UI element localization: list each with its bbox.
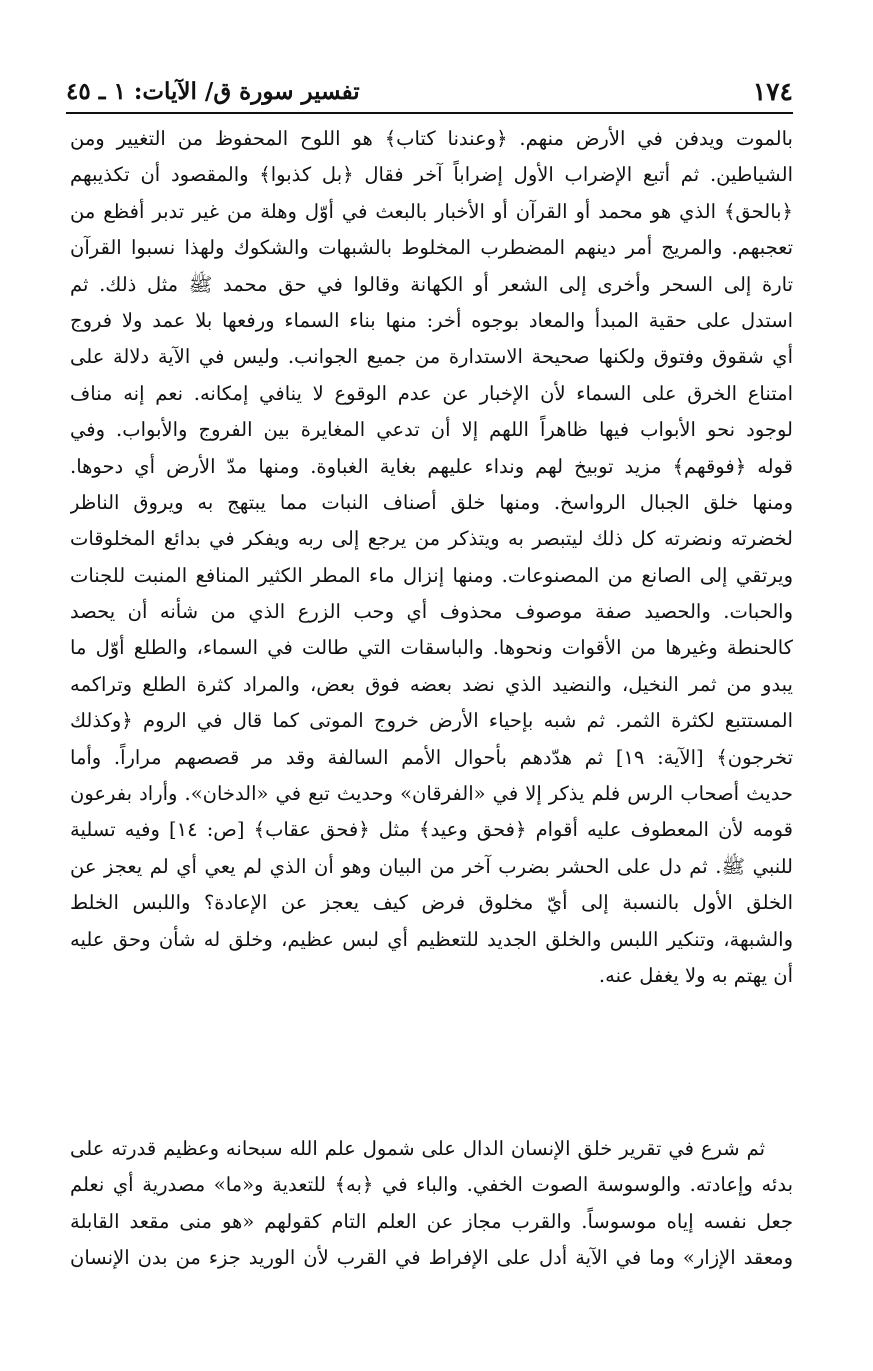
text-line: تعجبهم. والمريج أمر دينهم المضطرب المخلوط بالشبهات والشكوك ولهذا نسبوا القرآن <box>70 236 793 260</box>
text-line: لوجود نحو الأبواب فيها ظاهراً اللهم إلا أن تدعي المغايرة بين الفروج والأبواب. وفي <box>70 418 793 442</box>
text-line: الخلق الأول بالنسبة إلى أيّ مخلوق فرض كيف يعجز عن الإعادة؟ واللبس الخلط <box>70 891 793 915</box>
text-line: قوله ﴿فوقهم﴾ مزيد توبيخ لهم ونداء عليهم بغاية الغباوة. ومنها مدّ الأرض أي دحوها. <box>70 454 793 478</box>
text-line: والشبهة، وتنكير اللبس والخلق الجديد للتعظيم أي لبس عظيم، وخلق له شأن وحق عليه <box>70 927 793 951</box>
running-title: تفسير سورة ق/ الآيات: ١ ـ ٤٥ <box>66 78 360 105</box>
page-number: ١٧٤ <box>752 77 793 106</box>
text-line: ومعقد الإزار» وما في الآية أدل على الإفراط في القرب لأن الوريد جزء من بدن الإنسان <box>70 1246 793 1270</box>
text-line: بالموت ويدفن في الأرض منهم. ﴿وعندنا كتاب﴾ هو اللوح المحفوظ من التغيير ومن <box>70 127 793 150</box>
paragraph-commentary-1 <box>70 121 793 994</box>
text-line: جعل نفسه إياه موسوساً. والقرب مجاز عن العلم التام كقولهم «هو منى مقعد القابلة <box>70 1209 793 1233</box>
text-line: كالحنطة وغيرها من الأقوات ونحوها. والباسقات التي طالت في السماء، والطلع أوّل ما <box>70 636 793 660</box>
text-line: والحبات. والحصيد صفة موصوف محذوف أي وحب الزرع الذي من شأنه أن يحصد <box>70 600 793 624</box>
text-line: قومه لأن المعطوف عليه أقوام ﴿فحق وعيد﴾ مثل ﴿فحق عقاب﴾ [ص: ١٤] وفيه تسلية <box>70 818 793 842</box>
text-line: الشياطين. ثم أتبع الإضراب الأول إضراباً آخر فقال ﴿بل كذبوا﴾ والمقصود أن تكذيبهم <box>70 163 793 187</box>
text-line: بدئه وإعادته. والوسوسة الصوت الخفي. والباء في ﴿به﴾ للتعدية و«ما» مصدرية أي نعلم <box>70 1173 793 1197</box>
text-line: ويرتقي إلى الصانع من المصنوعات. ومنها إنزال ماء المطر الكثير المنافع المنبت للجنات <box>70 563 793 587</box>
paragraph-commentary-2 <box>70 1131 793 1277</box>
text-line: لخضرته ونضرته كل ذلك ليتبصر به ويتذكر من يرجع إلى ربه ويفكر في بدائع المخلوقات <box>70 527 793 551</box>
text-line: للنبي ﷺ. ثم دل على الحشر بضرب آخر من البيان وهو أن الذي لم يعي أي لم يعجز عن <box>70 854 793 878</box>
text-line: يبدو من ثمر النخيل، والنضيد الذي نضد بعضه فوق بعض، والمراد كثرة الطلع وتراكمه <box>70 672 793 696</box>
text-line: ثم شرع في تقرير خلق الإنسان الدال على شمول علم الله سبحانه وعظيم قدرته على <box>70 1137 765 1160</box>
text-line: تارة إلى السحر وأخرى إلى الشعر أو الكهانة وقالوا في حق محمد ﷺ مثل ذلك. ثم <box>70 272 793 296</box>
text-line: أن يهتم به ولا يغفل عنه. <box>598 963 793 987</box>
text-line: ﴿بالحق﴾ الذي هو محمد أو القرآن أو الأخبار بالبعث في أوّل وهلة من غير تدبر أفظع من <box>70 199 793 223</box>
text-line: أي شقوق وفتوق ولكنها صحيحة الاستدارة من جميع الجوانب. وليس في الآية دلالة على <box>70 345 793 369</box>
text-line: حديث أصحاب الرس فلم يذكر إلا في «الفرقان» وحديث تبع في «الدخان». وأراد بفرعون <box>70 782 793 806</box>
text-line: استدل على حقية المبدأ والمعاد بوجوه أخر: منها بناء السماء ورفعها بلا عمد ولا فروج <box>70 308 793 332</box>
text-line: تخرجون﴾ [الآية: ١٩] ثم هدّدهم بأحوال الأمم السالفة وقد مر قصصهم مراراً. وأما <box>70 745 793 769</box>
text-line: امتناع الخرق على السماء لأن الإخبار عن عدم الوقوع لا ينافي إمكانه. نعم إنه مناف <box>70 381 793 405</box>
text-line: المستتبع لكثرة الثمر. ثم شبه بإحياء الأرض خروج الموتى كما قال في الروم ﴿وكذلك <box>70 709 793 733</box>
text-line: ومنها خلق الجبال الرواسخ. ومنها خلق أصناف النبات مما يبتهج به ويروق الناظر <box>70 490 793 514</box>
running-header <box>66 72 793 114</box>
